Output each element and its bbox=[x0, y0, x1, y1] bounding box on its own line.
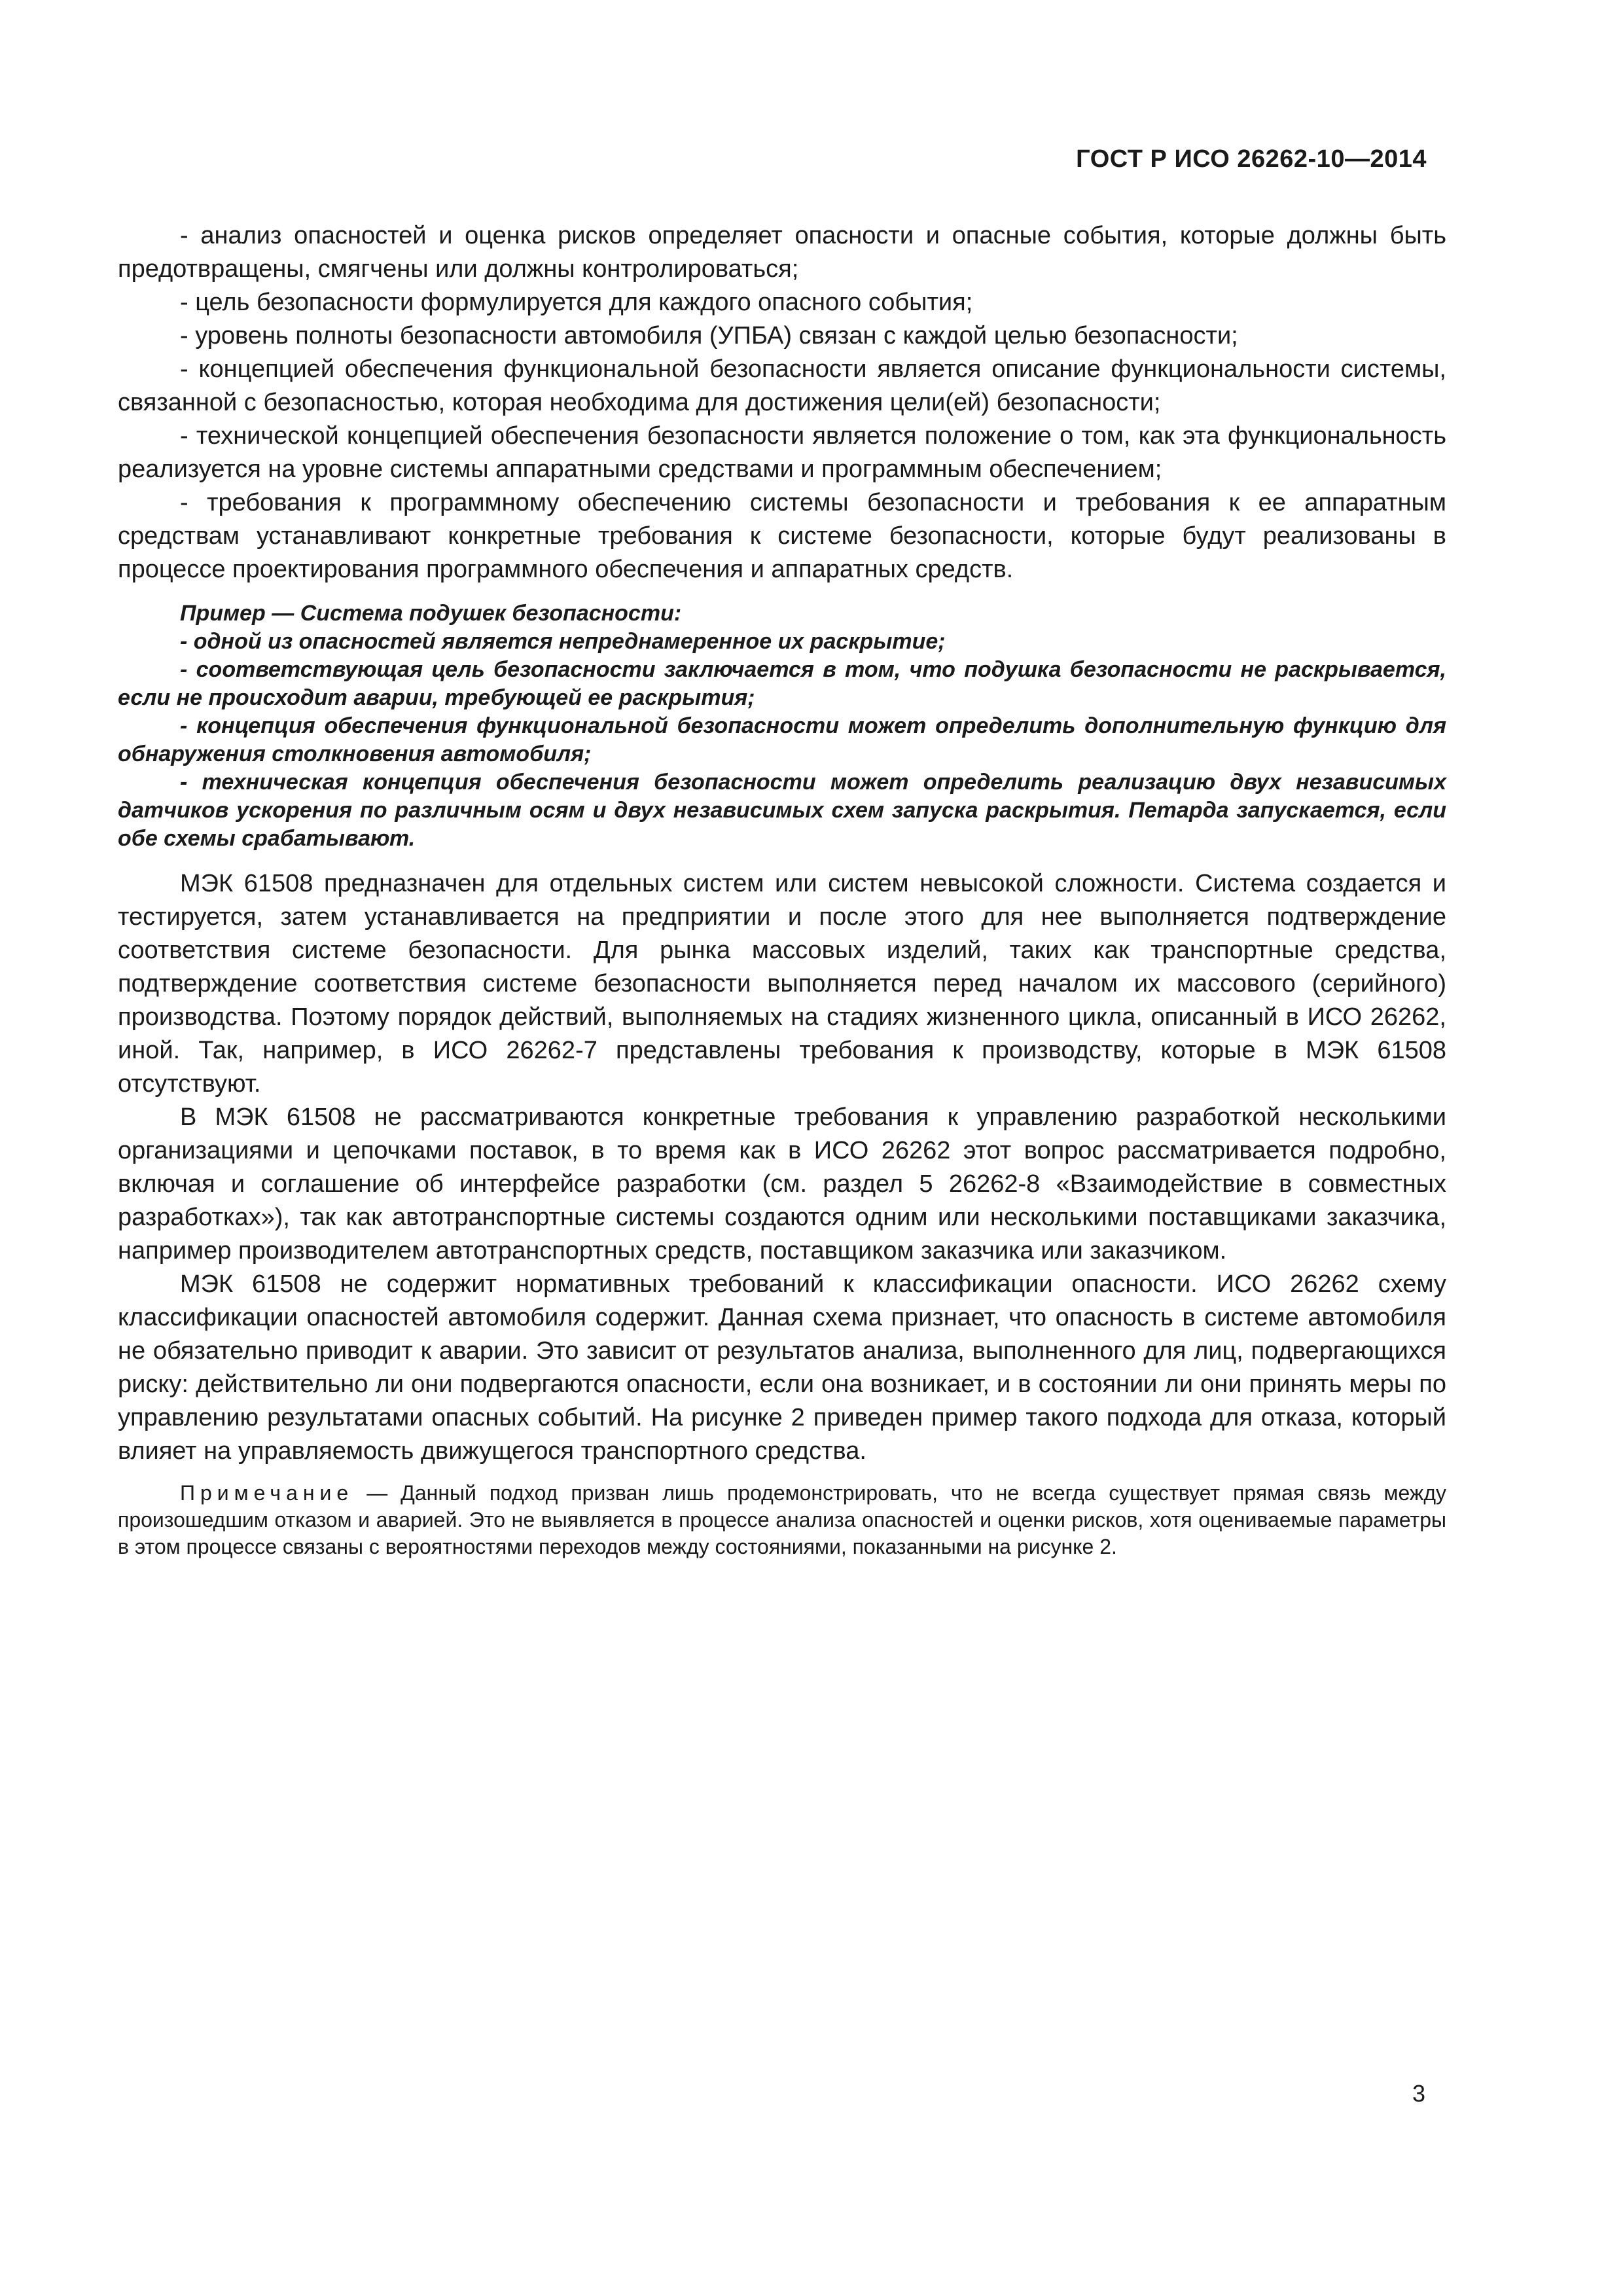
list-item: - концепцией обеспечения функциональной безопасности является описание функциональности системы, связанной с безопасностью, которая необходима для достижения цели(ей) безопасности; bbox=[118, 355, 1446, 416]
list-item: - технической концепцией обеспечения безопасности является положение о том, как эта функциональность реализуется на уровне системы аппаратными средствами и программным обеспечением; bbox=[118, 422, 1446, 483]
note-text: — Данный подход призван лишь продемонстрировать, что не всегда существует прямая связь между произошедшим отказом и аварией. Это не выявляется в процессе анализа опасностей и оценки рисков, хотя оцениваемые параметры в этом процессе связаны с вероятностями переходов между состояниями, показанными на рисунке 2. bbox=[118, 1481, 1446, 1558]
list-item: - уровень полноты безопасности автомобиля (УПБА) связан с каждой целью безопасности; bbox=[180, 322, 1238, 350]
paragraph-iec-61508-scope: МЭК 61508 предназначен для отдельных систем или систем невысокой сложности. Система создается и тестируется, затем устанавливается на предприятии и после этого для нее выполняется подтверждение соответствия системе безопасности. Для рынка массовых изделий, таких как транспортные средства, подтверждение соответствия системе безопасности выполняется перед началом их массового (серийного) производства. Поэтому порядок действий, выполняемых на стадиях жизненного цикла, описанный в ИСО 26262, иной. Так, например, в ИСО 26262-7 представлены требования к производству, которые в МЭК 61508 отсутствуют. bbox=[118, 870, 1446, 1098]
paragraph-hazard-classification: МЭК 61508 не содержит нормативных требований к классификации опасности. ИСО 26262 схему классификации опасностей автомобиля содержит. Данная схема признает, что опасность в системе автомобиля не обязательно приводит к аварии. Это зависит от результатов анализа, выполненного для лиц, подвергающихся риску: действительно ли они подвергаются опасности, если она возникает, и в состоянии ли они принять меры по управлению результатами опасных событий. На рисунке 2 приведен пример такого подхода для отказа, который влияет на управляемость движущегося транспортного средства. bbox=[118, 1270, 1446, 1465]
bullet-list bbox=[118, 219, 1446, 586]
example-line: - одной из опасностей является непреднамеренное их раскрытие; bbox=[180, 629, 946, 654]
example-title: Пример — Система подушек безопасности: bbox=[180, 601, 682, 626]
document-body bbox=[118, 219, 1446, 1581]
note bbox=[118, 1480, 1446, 1560]
example-line: - концепция обеспечения функциональной безопасности может определить дополнительную функцию для обнаружения столкновения автомобиля; bbox=[118, 713, 1446, 766]
list-item: - требования к программному обеспечению системы безопасности и требования к ее аппаратным средствам устанавливают конкретные требования к системе безопасности, которые будут реализованы в процессе проектирования программного обеспечения и аппаратных средств. bbox=[118, 489, 1446, 583]
example-line: - соответствующая цель безопасности заключается в том, что подушка безопасности не раскрывается, если не происходит аварии, требующей ее раскрытия; bbox=[118, 657, 1446, 710]
page-number: 3 bbox=[1412, 2080, 1425, 2107]
list-item: - цель безопасности формулируется для каждого опасного события; bbox=[180, 289, 973, 316]
note-label: Примечание bbox=[180, 1481, 354, 1505]
paragraph-supply-chain: В МЭК 61508 не рассматриваются конкретные требования к управлению разработкой несколькими организациями и цепочками поставок, в то время как в ИСО 26262 этот вопрос рассматривается подробно, включая и соглашение об интерфейсе разработки (см. раздел 5 26262-8 «Взаимодействие в совместных разработках»), так как автотранспортные системы создаются одним или несколькими поставщиками заказчика, например производителем автотранспортных средств, поставщиком заказчика или заказчиком. bbox=[118, 1103, 1446, 1265]
example-line: - техническая концепция обеспечения безопасности может определить реализацию двух независимых датчиков ускорения по различным осям и двух независимых схем запуска раскрытия. Петарда запускается, если обе схемы срабатывают. bbox=[118, 770, 1446, 851]
document-header: ГОСТ Р ИСО 26262-10—2014 bbox=[1076, 145, 1427, 173]
list-item: - анализ опасностей и оценка рисков определяет опасности и опасные события, которые должны быть предотвращены, смягчены или должны контролироваться; bbox=[118, 222, 1446, 283]
example-block bbox=[118, 600, 1446, 853]
